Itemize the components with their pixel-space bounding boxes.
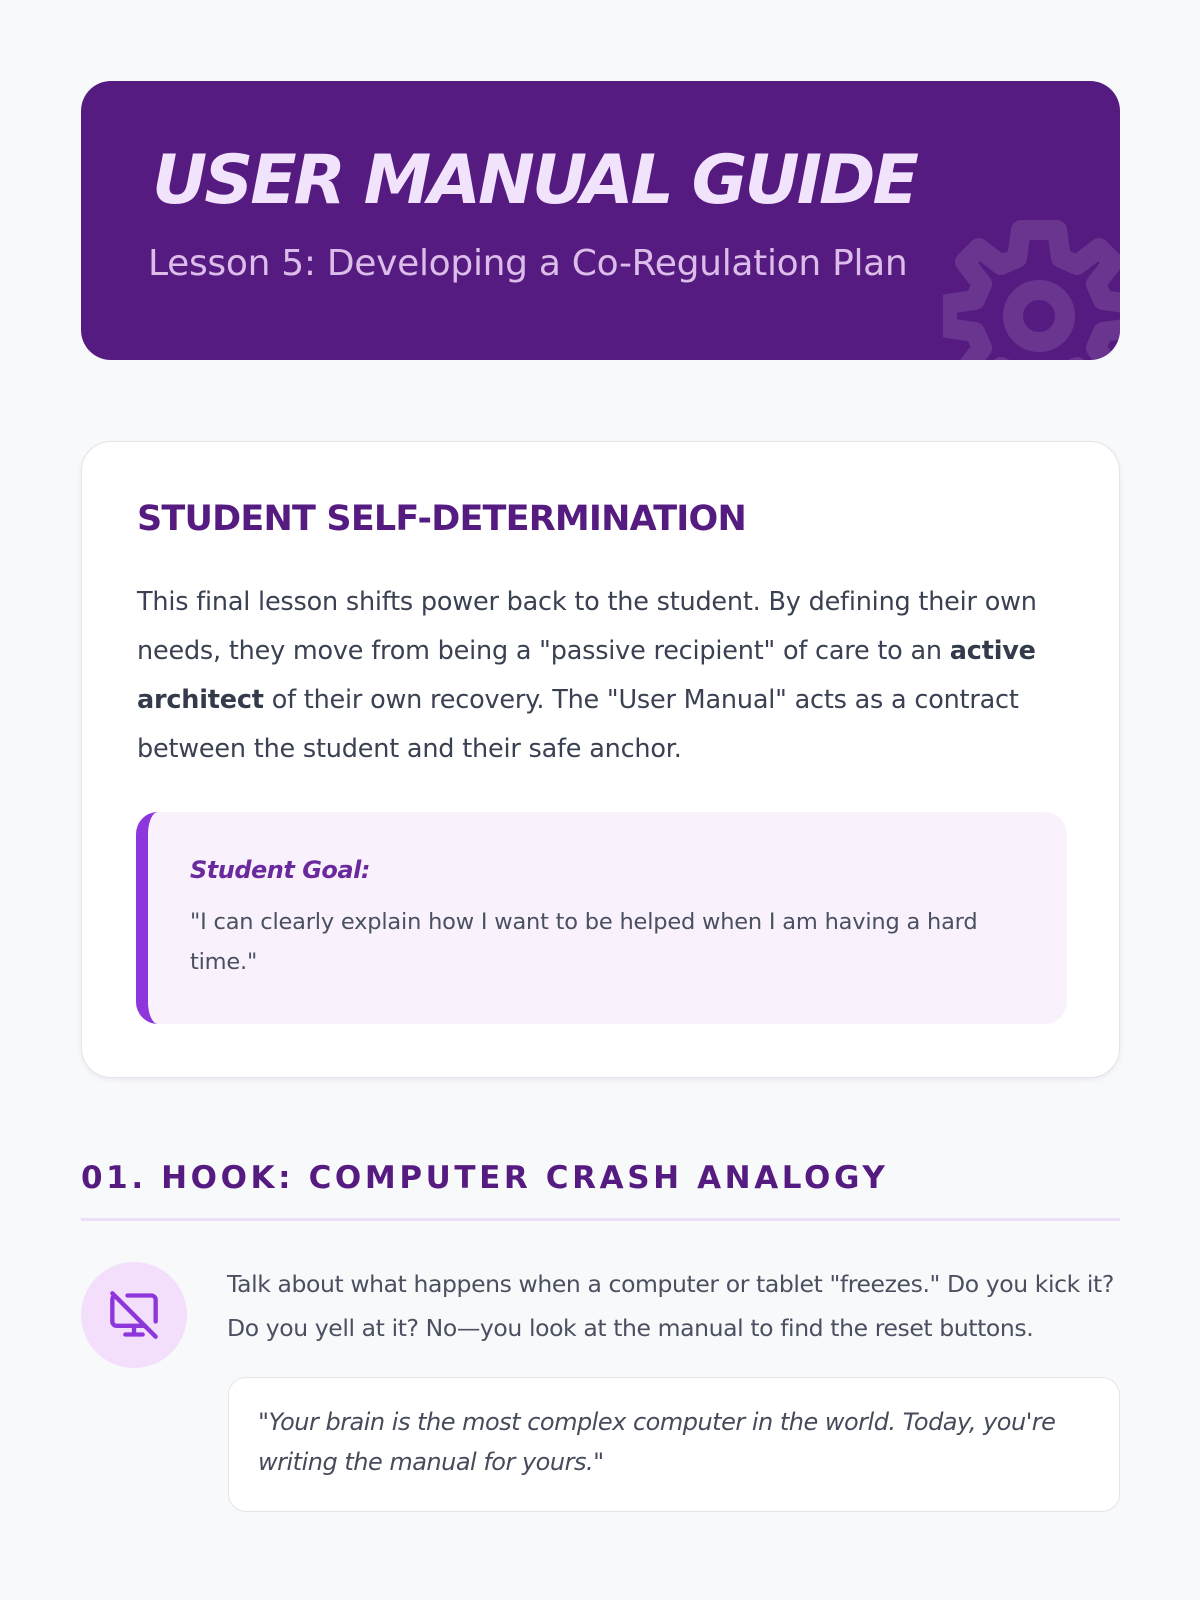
card-body-part-2: of their own recovery. The "User Manual" acts as a contract between the student and their safe anchor. [137,685,1019,764]
section-divider [81,1218,1120,1221]
student-goal-label: Student Goal: [190,856,370,884]
card-body-text [137,578,1057,774]
hook-icon-badge [81,1262,187,1368]
hook-description: Talk about what happens when a computer or tablet "freezes." Do you kick it? Do you yell at it? No—you look at the manual to find the reset buttons. [227,1270,1114,1342]
page-title: USER MANUAL GUIDE [152,141,916,220]
hook-quote: "Your brain is the most complex computer in the world. Today, you're writing the manual for yours." [258,1408,1056,1476]
student-goal-callout [136,812,1067,1024]
card-heading: STUDENT SELF-DETERMINATION [137,499,746,539]
card-body-emphasis: active architect [137,636,1036,715]
monitor-off-icon [108,1289,160,1341]
header-banner [81,81,1120,360]
card-body-part-1: This final lesson shifts power back to the student. By defining their own needs, they move from being a "passive recipient" of care to an [137,587,1037,666]
hook-quote-box [228,1377,1120,1512]
page-subtitle: Lesson 5: Developing a Co-Regulation Plan [148,243,908,284]
student-goal-quote: "I can clearly explain how I want to be helped when I am having a hard time." [190,909,978,975]
section-title-hook: 01. HOOK: COMPUTER CRASH ANALOGY [81,1160,889,1196]
gear-icon [943,218,1120,360]
self-determination-card [81,441,1120,1078]
